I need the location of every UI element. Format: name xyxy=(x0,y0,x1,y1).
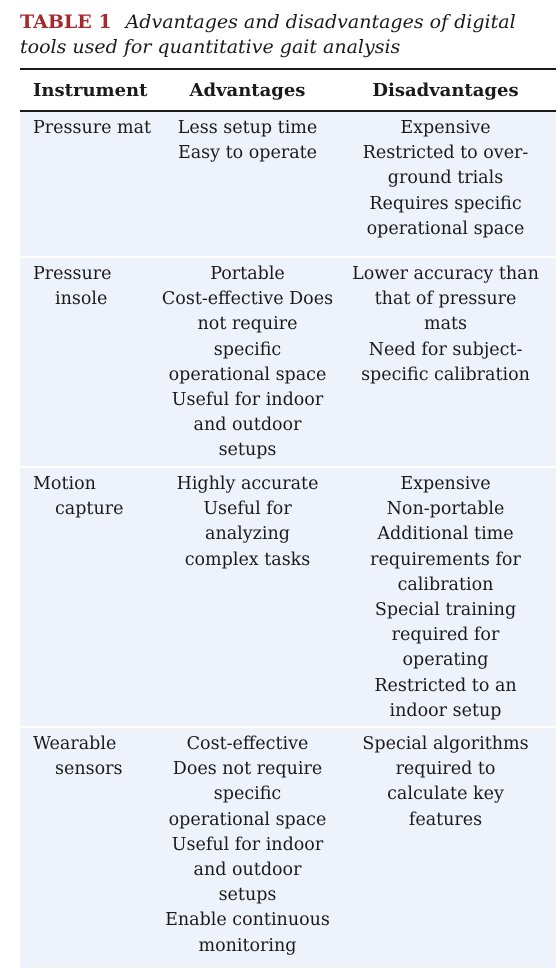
cell-line: not require xyxy=(197,314,298,335)
cell-line: calculate key xyxy=(387,784,504,805)
cell-line: that of pressure xyxy=(374,289,517,310)
cell-line: Enable continuous xyxy=(165,910,330,931)
cell-line: Cost-effective xyxy=(186,734,309,754)
header-advantages: Advantages xyxy=(189,79,306,101)
cell-line: Special training xyxy=(374,600,517,621)
cell-line: complex tasks xyxy=(184,549,311,570)
cell-line: Wearable xyxy=(33,734,117,754)
cell-line: Lower accuracy than xyxy=(352,264,539,284)
cell-line: sensors xyxy=(55,759,123,780)
gait-tools-table xyxy=(20,68,556,968)
cell-line: Useful for indoor xyxy=(171,390,324,411)
cell-line: Does not require xyxy=(172,759,323,780)
cell-line: specific calibration xyxy=(361,364,530,385)
advantages-cell xyxy=(160,112,335,256)
cell-line: Additional time xyxy=(377,524,514,545)
table-caption xyxy=(20,10,556,60)
cell-line: operational space xyxy=(168,809,327,830)
table-body xyxy=(20,112,556,968)
table-row xyxy=(20,468,556,726)
instrument-cell xyxy=(20,468,160,726)
table-title: Advantages and disadvantages of digital tools used for quantitative gait analysis xyxy=(20,11,516,58)
cell-line: specific xyxy=(213,339,282,360)
cell-line: Useful for indoor xyxy=(171,834,324,855)
cell-line: Less setup time xyxy=(177,118,318,138)
cell-line: ground trials xyxy=(387,168,504,189)
cell-line: indoor setup xyxy=(389,700,502,721)
cell-line: features xyxy=(408,809,483,830)
cell-line: setups xyxy=(218,885,277,906)
header-instrument: Instrument xyxy=(33,79,148,101)
cell-line: required for xyxy=(391,625,500,646)
disadvantages-cell xyxy=(335,112,556,256)
cell-line: mats xyxy=(423,314,468,335)
cell-line: Expensive xyxy=(400,118,491,138)
cell-line: specific xyxy=(213,784,282,805)
cell-line: Cost-effective Does xyxy=(161,289,334,310)
cell-line: capture xyxy=(55,499,124,520)
cell-line: and outdoor xyxy=(193,415,302,436)
instrument-cell xyxy=(20,112,160,256)
cell-line: Portable xyxy=(210,264,285,284)
disadvantages-cell xyxy=(335,468,556,726)
disadvantages-cell xyxy=(335,258,556,466)
instrument-cell xyxy=(20,258,160,466)
cell-line: Restricted to an xyxy=(374,675,517,696)
table-row xyxy=(20,728,556,968)
table-label: TABLE 1 xyxy=(20,11,112,33)
cell-line: Restricted to over- xyxy=(362,143,529,164)
cell-line: operational space xyxy=(366,218,525,239)
cell-line: insole xyxy=(55,289,108,310)
cell-line: Expensive xyxy=(400,474,491,494)
instrument-cell xyxy=(20,728,160,968)
table-row xyxy=(20,258,556,466)
cell-line: operating xyxy=(402,650,489,671)
cell-line: calibration xyxy=(397,574,494,595)
advantages-cell xyxy=(160,728,335,968)
cell-line: Pressure xyxy=(33,264,112,284)
cell-line: Pressure mat xyxy=(33,118,152,138)
cell-line: Need for subject- xyxy=(368,339,523,360)
advantages-cell xyxy=(160,258,335,466)
cell-line: Useful for analyzing xyxy=(203,499,292,545)
cell-line: Special algorithms xyxy=(362,734,529,754)
cell-line: and outdoor xyxy=(193,860,302,881)
advantages-cell xyxy=(160,468,335,726)
cell-line: required to xyxy=(395,759,496,780)
cell-line: monitoring xyxy=(198,935,297,956)
cell-line: Non-portable xyxy=(386,499,505,520)
cell-line: Highly accurate xyxy=(176,474,319,494)
cell-line: setups xyxy=(218,440,277,461)
cell-line: Easy to operate xyxy=(177,143,318,164)
header-disadvantages: Disadvantages xyxy=(372,79,519,101)
disadvantages-cell xyxy=(335,728,556,968)
cell-line: Requires specific xyxy=(369,193,522,214)
cell-line: operational space xyxy=(168,364,327,385)
table-header xyxy=(20,70,556,110)
table-row xyxy=(20,112,556,256)
cell-line: Motion xyxy=(33,474,96,494)
cell-line: requirements for xyxy=(370,549,521,570)
